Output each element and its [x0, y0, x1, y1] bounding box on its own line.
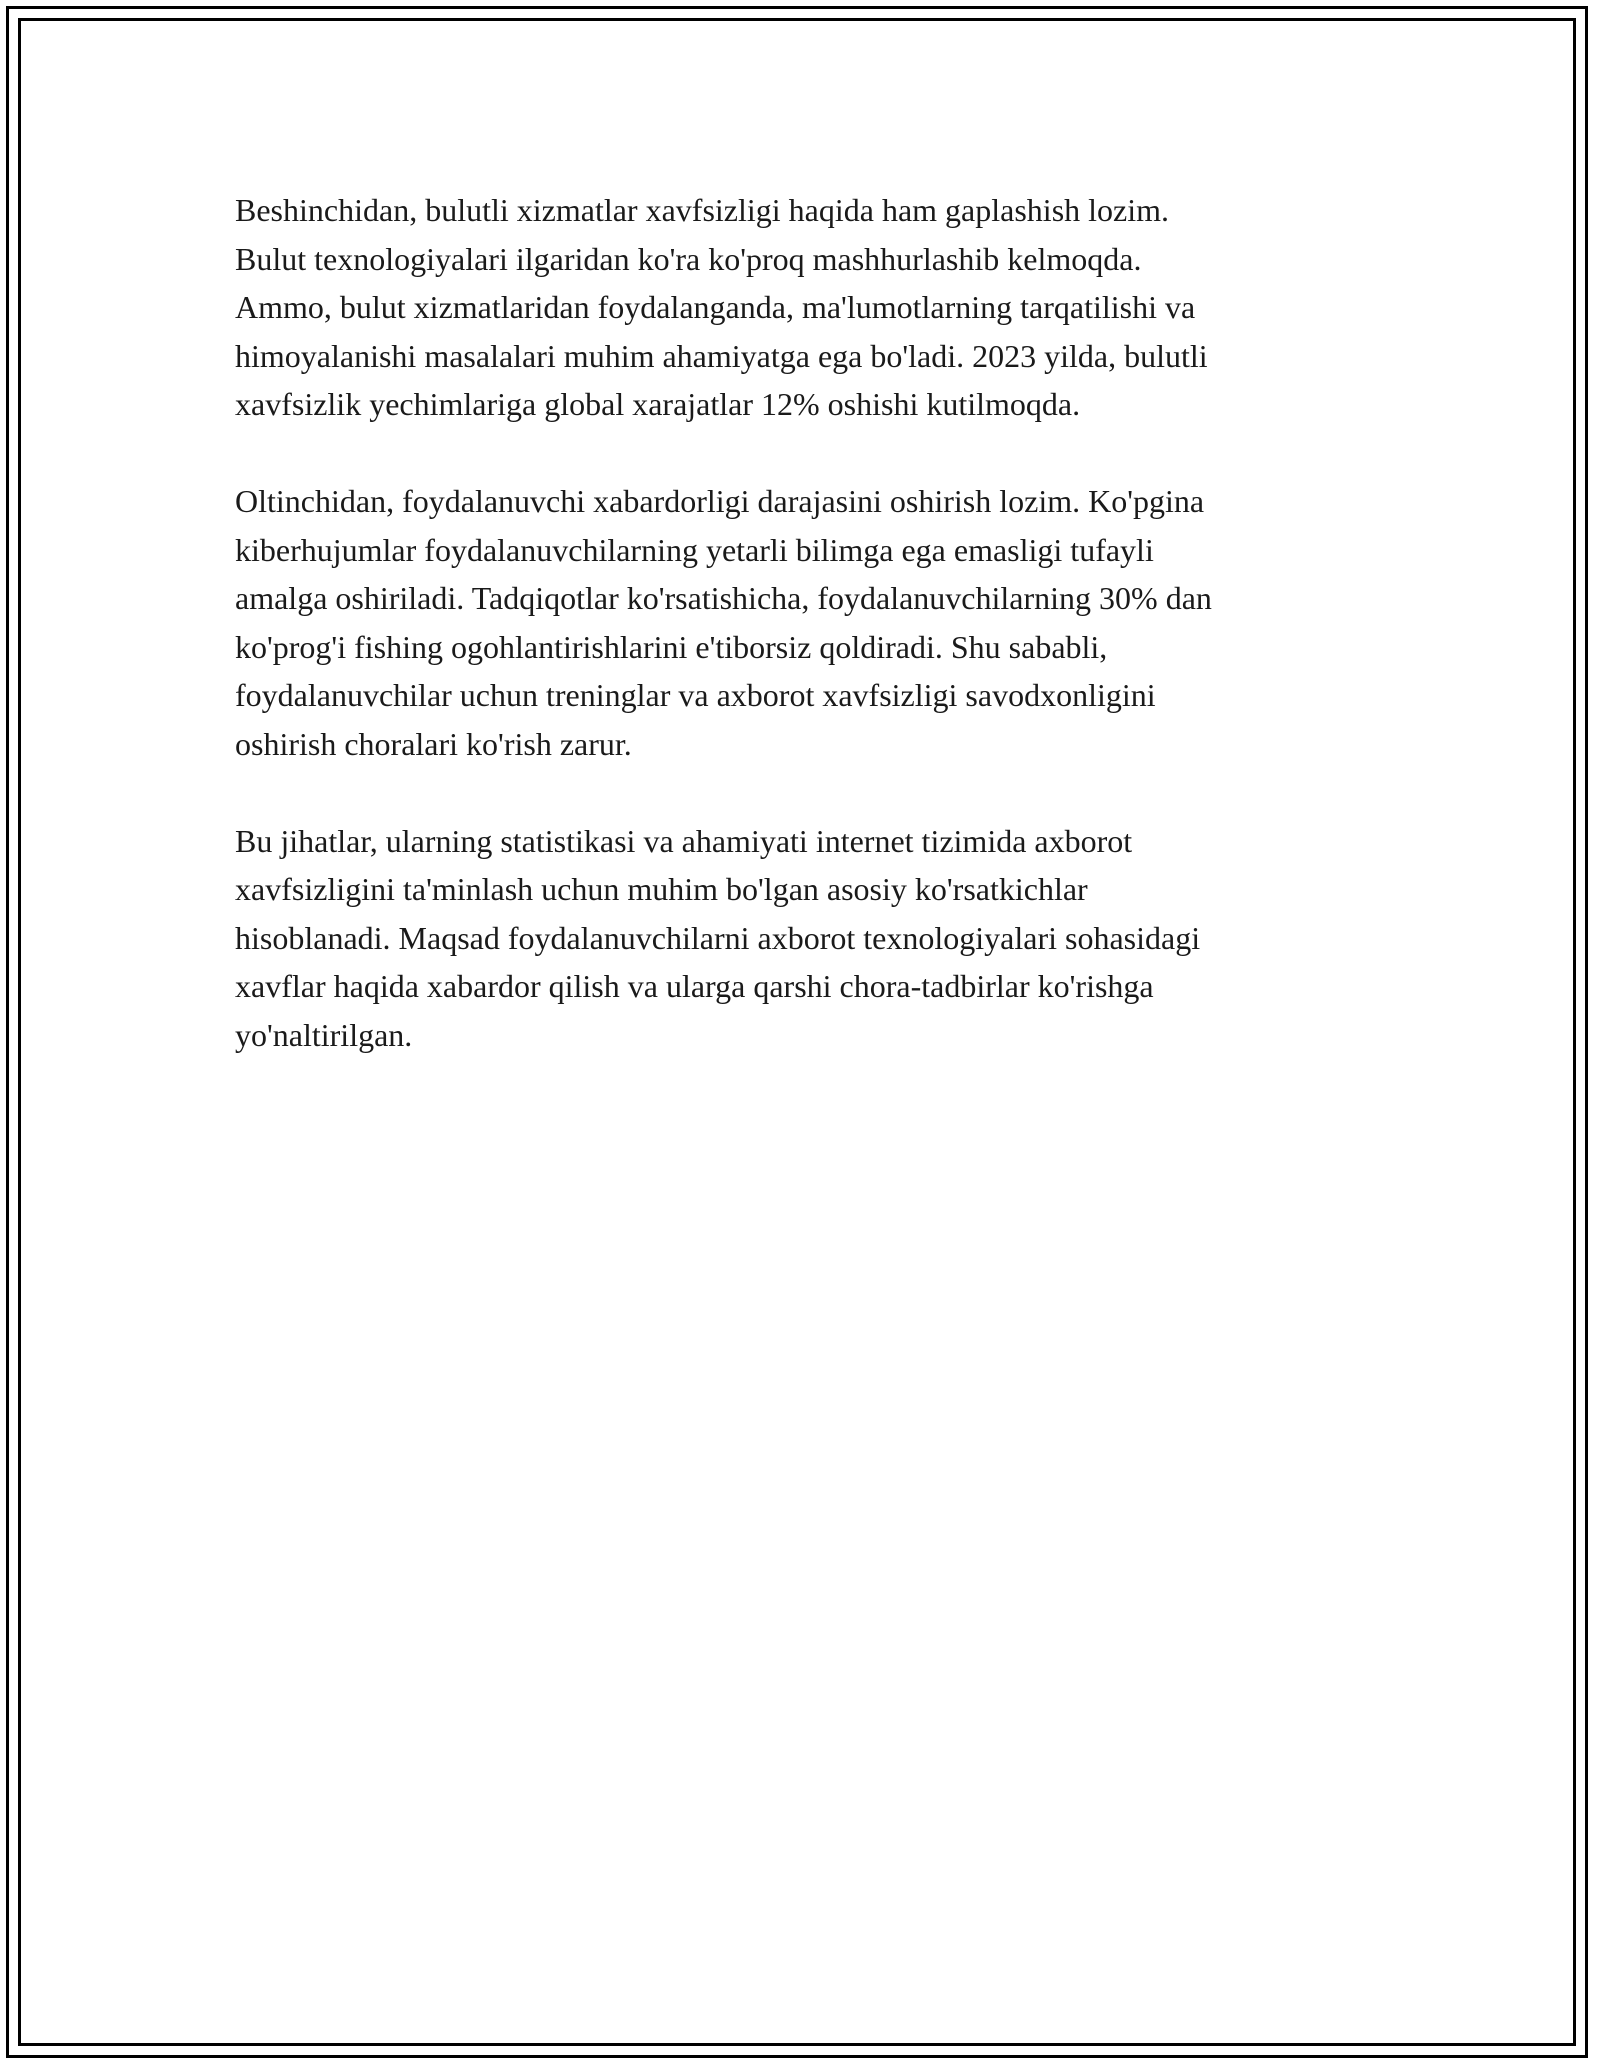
text-line: oshirish choralari ko'rish zarur. — [235, 725, 632, 762]
text-line: Beshinchidan, bulutli xizmatlar xavfsizligi haqida ham gaplashish lozim. — [235, 192, 1170, 228]
text-line: xavfsizlik yechimlariga global xarajatlar 12% oshishi kutilmoqda. — [235, 386, 1081, 422]
text-line: ko'prog'i fishing ogohlantirishlarini e'tiborsiz qoldiradi. Shu sababli, — [235, 628, 1108, 665]
text-line: hisoblanadi. Maqsad foydalanuvchilarni axborot texnologiyalari sohasidagi — [235, 919, 1201, 956]
paragraph-sixth-point — [235, 477, 1385, 768]
text-line: Bu jihatlar, ularning statistikasi va ahamiyati internet tizimida axborot — [235, 822, 1133, 859]
text-line: foydalanuvchilar uchun treninglar va axborot xavfsizligi savodxonligini — [235, 677, 1156, 713]
text-line: yo'naltirilgan. — [235, 1016, 413, 1053]
text-line: Ammo, bulut xizmatlaridan foydalanganda, ma'lumotlarning tarqatilishi va — [235, 289, 1196, 325]
text-line: Oltinchidan, foydalanuvchi xabardorligi darajasini oshirish lozim. Ko'pgina — [235, 483, 1205, 519]
text-line: himoyalanishi masalalari muhim ahamiyatga ega bo'ladi. 2023 yilda, bulutli — [235, 337, 1208, 374]
text-line: xavflar haqida xabardor qilish va ularga qarshi chora-tadbirlar ko'rishga — [235, 968, 1154, 1004]
paragraph-fifth-point — [235, 186, 1385, 429]
document-body — [235, 186, 1385, 1108]
text-line: xavfsizligini ta'minlash uchun muhim bo'lgan asosiy ko'rsatkichlar — [235, 871, 1088, 907]
text-line: amalga oshiriladi. Tadqiqotlar ko'rsatishicha, foydalanuvchilarning 30% dan — [235, 580, 1212, 616]
paragraph-conclusion — [235, 817, 1385, 1060]
text-line: kiberhujumlar foydalanuvchilarning yetarli bilimga ega emasligi tufayli — [235, 531, 1154, 568]
text-line: Bulut texnologiyalari ilgaridan ko'ra ko'proq mashhurlashib kelmoqda. — [235, 240, 1142, 277]
